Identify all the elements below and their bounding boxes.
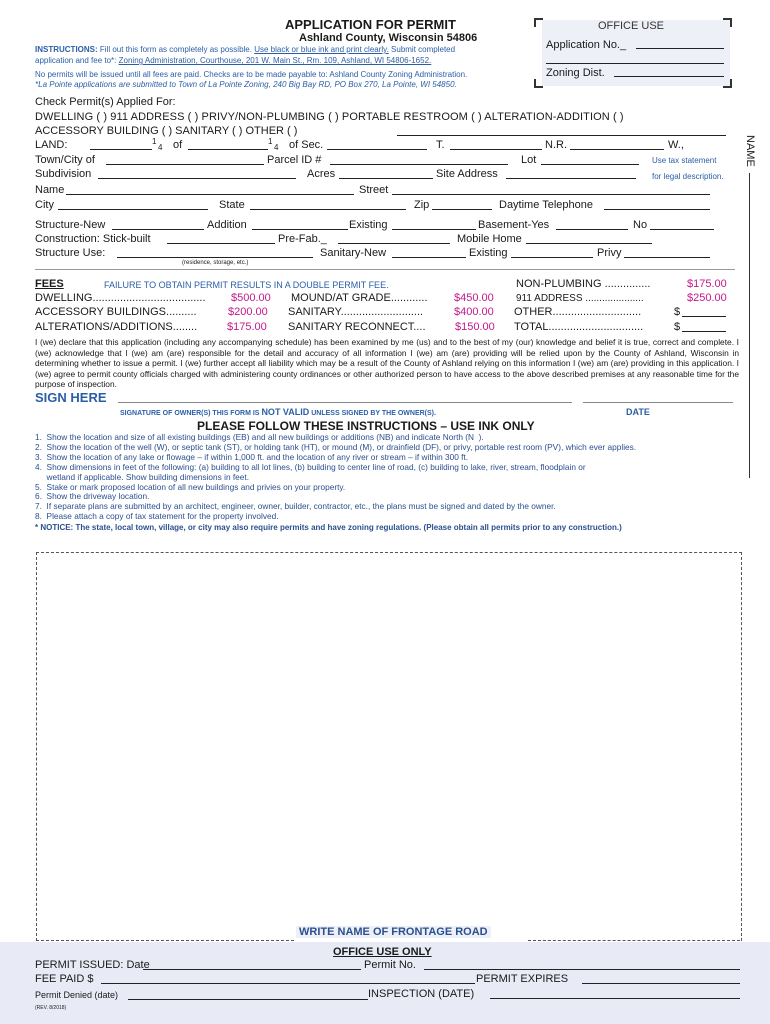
- zip-line[interactable]: [432, 209, 492, 210]
- double-fee-warning: FAILURE TO OBTAIN PERMIT RESULTS IN A DOUBLE PERMIT FEE.: [104, 280, 389, 290]
- name-label: Name: [35, 184, 65, 196]
- application-no-line[interactable]: [636, 48, 724, 49]
- sanitary-fee-label: SANITARY...........................: [288, 306, 424, 318]
- mound-fee: $450.00: [454, 292, 494, 304]
- instructions-line-2: [35, 56, 431, 65]
- inspection-line[interactable]: [490, 998, 740, 999]
- structure-new-line[interactable]: [112, 229, 204, 230]
- fraction-den-2: 4: [274, 143, 279, 152]
- west-label: W.,: [668, 139, 684, 151]
- instructions-text-2: Use black or blue ink and print clearly.: [254, 45, 389, 54]
- la-pointe-note: *La Pointe applications are submitted to Town of La Pointe Zoning, 240 Big Bay RD, PO Box 270, La Pointe, WI 54850.: [35, 80, 457, 89]
- sign-here-label: SIGN HERE: [35, 390, 107, 405]
- instructions-list: [35, 433, 636, 522]
- instructions-text-4: application and fee to*:: [35, 56, 117, 65]
- notice-text: * NOTICE: The state, local town, village, or city may also require permits and have zoning regulations. (Please obtain all permits prior to any construction.): [35, 523, 622, 532]
- lot-line[interactable]: [541, 164, 639, 165]
- application-no-label: Application No._: [546, 39, 627, 51]
- instruction-item: 1. Show the location and size of all existing buildings (EB) and all new buildings or additions (NB) and indicate North (N ).: [35, 432, 484, 442]
- dwelling-fee-label: DWELLING.....................................: [35, 292, 206, 304]
- 911-address-fee: $250.00: [687, 292, 727, 304]
- township-label: T.: [436, 139, 445, 151]
- addition-line[interactable]: [252, 229, 348, 230]
- alterations-fee-label: ALTERATIONS/ADDITIONS........: [35, 321, 198, 333]
- instructions-label: INSTRUCTIONS:: [35, 45, 98, 54]
- prefab-label: Pre-Fab._: [278, 233, 327, 245]
- permit-denied-label: Permit Denied (date): [35, 990, 119, 1000]
- street-line[interactable]: [392, 194, 710, 195]
- date-label: DATE: [626, 407, 650, 417]
- mobile-home-label: Mobile Home: [457, 233, 522, 245]
- instruction-item: 8. Please attach a copy of tax statement for the property involved.: [35, 511, 279, 522]
- no-label: No: [633, 219, 648, 231]
- structure-use-line[interactable]: [117, 257, 313, 258]
- instructions-title: PLEASE FOLLOW THESE INSTRUCTIONS – USE INK ONLY: [197, 419, 535, 433]
- no-line[interactable]: [650, 229, 714, 230]
- instructions-line-1: [35, 45, 455, 54]
- of-label: of: [173, 139, 183, 151]
- permit-checkboxes-row-2[interactable]: ACCESSORY BUILDING ( ) SANITARY ( ) OTHER ( ): [35, 125, 298, 137]
- mound-fee-label: MOUND/AT GRADE............: [291, 292, 428, 304]
- site-address-line[interactable]: [506, 178, 636, 179]
- form-title: APPLICATION FOR PERMIT: [285, 17, 456, 32]
- construction-label: Construction: Stick-built: [35, 233, 151, 245]
- total-fee-line[interactable]: [682, 331, 726, 332]
- subdivision-line[interactable]: [98, 178, 296, 179]
- site-address-label: Site Address: [436, 168, 498, 180]
- non-plumbing-fee: $175.00: [687, 278, 727, 290]
- side-name-label: NAME: [744, 135, 756, 167]
- other-fee-line[interactable]: [682, 316, 726, 317]
- name-line[interactable]: [66, 194, 354, 195]
- check-permits-label: Check Permit(s) Applied For:: [35, 96, 176, 108]
- state-line[interactable]: [250, 209, 406, 210]
- privy-label: Privy: [597, 247, 622, 259]
- land-quarter-line-1[interactable]: [90, 149, 152, 150]
- side-name-line: [749, 173, 750, 478]
- accessory-fee-label: ACCESSORY BUILDINGS..........: [35, 306, 197, 318]
- inspection-label: INSPECTION (DATE): [368, 988, 475, 1000]
- basement-line[interactable]: [556, 229, 628, 230]
- basement-label: Basement-Yes: [478, 219, 550, 231]
- signature-line[interactable]: [118, 402, 572, 403]
- instruction-item: 6. Show the driveway location.: [35, 491, 150, 502]
- instructions-text-1: Fill out this form as completely as possible.: [99, 45, 252, 54]
- structure-new-label: Structure-New: [35, 219, 106, 231]
- structure-use-note: (residence, storage, etc.): [182, 260, 249, 266]
- prefab-line[interactable]: [338, 243, 450, 244]
- instruction-item: wetland if applicable. Show building dimensions in feet.: [35, 471, 250, 482]
- range-line[interactable]: [570, 149, 664, 150]
- tax-note-1: Use tax statement: [652, 156, 717, 165]
- other-line[interactable]: [397, 135, 726, 136]
- fraction-num-1: 1: [152, 137, 157, 146]
- permit-issued-label: PERMIT ISSUED: Date: [35, 959, 150, 971]
- instruction-item: 7. If separate plans are submitted by an architect, engineer, owner, builder, contractor, etc., the plans must be signed and dated by the owner.: [35, 501, 556, 512]
- tax-note-2: for legal description.: [652, 172, 724, 181]
- mobile-home-line[interactable]: [526, 243, 652, 244]
- total-fee-dollar: $: [674, 321, 681, 333]
- signature-note: [120, 407, 436, 417]
- declaration-text: I (we) declare that this application (including any accompanying schedule) has been examined by me (us) and to the best of my (our) knowledge and belief it is true, correct and complete. I (we) acknowledge that I (we) am (are) responsible for the detail and accuracy of all information I (we) am (are) providing will be relied upon by the County of Ashland, Wisconsin in determining whether to issue a permit. I (we) further accept all liability which may be a result of the County of Ashland relying on this information I (we) am (are) providing in this application. I (we) agree to permit county officials charged with administering county ordinances or other authorized person to have access to the above described premises at any reasonable time for the purpose of inspection.: [35, 337, 739, 389]
- fees-label: FEES: [35, 278, 64, 290]
- of-sec-label: of Sec.: [289, 139, 324, 151]
- no-permits-note: No permits will be issued until all fees are paid. Checks are to be made payable to: Ashland County Zoning Administration.: [35, 70, 468, 79]
- total-fee-label: TOTAL...............................: [514, 321, 644, 333]
- accessory-fee: $200.00: [228, 306, 268, 318]
- not-valid-text: NOT VALID: [261, 407, 310, 417]
- office-use-title: OFFICE USE: [598, 20, 665, 32]
- instructions-text-3: Submit completed: [391, 45, 456, 54]
- instruction-item: 4. Show dimensions in feet of the following: (a) building to all lot lines, (b) building to center line of road, (c) building to lake, river, stream, floodplain or: [35, 461, 586, 472]
- subdivision-label: Subdivision: [35, 168, 92, 180]
- office-use-box: [532, 18, 734, 88]
- submit-address: Zoning Administration, Courthouse, 201 W. Main St., Rm. 109, Ashland, WI 54806-1652.: [118, 56, 432, 65]
- fee-paid-label: FEE PAID $: [35, 973, 94, 985]
- instruction-item: 2. Show the location of the well (W), or septic tank (ST), or holding tank (HT), or mound (M), or drainfield (DF), or privy, portable rest room (PV), which ever applies.: [35, 441, 637, 452]
- drawing-bottom-left: [36, 940, 294, 941]
- permit-no-line[interactable]: [424, 969, 740, 970]
- fraction-den-1: 4: [158, 143, 163, 152]
- instruction-item: 3. Show the location of any lake or flowage – if within 1,000 ft. and the location of any river or stream – if within 300 ft.: [35, 451, 469, 462]
- permit-expires-label: PERMIT EXPIRES: [476, 973, 569, 985]
- telephone-label: Daytime Telephone: [499, 199, 593, 211]
- instruction-item: 5. Stake or mark proposed location of all new buildings and privies on your property.: [35, 481, 346, 492]
- existing-2-line[interactable]: [511, 257, 593, 258]
- site-plan-drawing-area[interactable]: [36, 552, 742, 941]
- telephone-line[interactable]: [604, 209, 710, 210]
- zoning-dist-line[interactable]: [614, 76, 724, 77]
- office-use-only-title: OFFICE USE ONLY: [333, 946, 432, 958]
- office-use-only-footer: [0, 942, 770, 1024]
- city-line[interactable]: [58, 209, 208, 210]
- state-label: State: [219, 199, 245, 211]
- signature-note-3: UNLESS SIGNED BY THE OWNER(S).: [311, 410, 436, 417]
- reconnect-fee: $150.00: [455, 321, 495, 333]
- range-label: N.R.: [545, 139, 567, 151]
- sanitary-new-line[interactable]: [392, 257, 466, 258]
- acres-label: Acres: [307, 168, 336, 180]
- parcel-line[interactable]: [330, 164, 508, 165]
- signature-note-1: SIGNATURE OF OWNER(S) THIS FORM IS: [120, 410, 260, 417]
- zoning-dist-label: Zoning Dist.: [546, 67, 605, 79]
- permit-expires-line[interactable]: [582, 983, 740, 984]
- sanitary-fee: $400.00: [454, 306, 494, 318]
- drawing-bottom-right: [528, 940, 740, 941]
- permit-issued-line[interactable]: [143, 969, 361, 970]
- county-line: Ashland County, Wisconsin 54806: [299, 32, 478, 44]
- other-fee-label: OTHER.............................: [514, 306, 642, 318]
- non-plumbing-label: NON-PLUMBING ...............: [516, 278, 651, 290]
- reconnect-fee-label: SANITARY RECONNECT....: [288, 321, 426, 333]
- signature-date-line[interactable]: [583, 402, 733, 403]
- permit-checkboxes-row-1[interactable]: DWELLING ( ) 911 ADDRESS ( ) PRIVY/NON-PLUMBING ( ) PORTABLE RESTROOM ( ) ALTERATION-ADDITION ( ): [35, 111, 624, 123]
- office-blank-line[interactable]: [546, 63, 724, 64]
- town-label: Town/City of: [35, 154, 95, 166]
- fee-paid-line[interactable]: [101, 983, 475, 984]
- dwelling-fee: $500.00: [231, 292, 271, 304]
- street-label: Street: [359, 184, 389, 196]
- section-line[interactable]: [327, 149, 427, 150]
- permit-denied-line[interactable]: [128, 999, 368, 1000]
- existing-label: Existing: [349, 219, 388, 231]
- side-name-field[interactable]: [744, 135, 758, 480]
- town-line[interactable]: [106, 164, 264, 165]
- city-label: City: [35, 199, 54, 211]
- frontage-road-label: WRITE NAME OF FRONTAGE ROAD: [296, 926, 491, 938]
- privy-line[interactable]: [624, 257, 710, 258]
- permit-no-label: Permit No.: [364, 959, 416, 971]
- acres-line[interactable]: [339, 178, 433, 179]
- township-line[interactable]: [450, 149, 542, 150]
- land-quarter-line-2[interactable]: [188, 149, 268, 150]
- revision-note: (REV. 8/2018): [35, 1005, 67, 1011]
- alterations-fee: $175.00: [227, 321, 267, 333]
- stick-built-line[interactable]: [167, 243, 275, 244]
- zip-label: Zip: [414, 199, 430, 211]
- land-label: LAND:: [35, 139, 68, 151]
- lot-label: Lot: [521, 154, 537, 166]
- other-fee-dollar: $: [674, 306, 681, 318]
- fraction-num-2: 1: [268, 137, 273, 146]
- existing-2-label: Existing: [469, 247, 508, 259]
- sanitary-new-label: Sanitary-New: [320, 247, 387, 259]
- section-divider: [35, 269, 735, 270]
- parcel-label: Parcel ID #: [267, 154, 322, 166]
- addition-label: Addition: [207, 219, 247, 231]
- 911-address-fee-label: 911 ADDRESS .....................: [516, 293, 644, 304]
- structure-use-label: Structure Use:: [35, 247, 106, 259]
- existing-line[interactable]: [392, 229, 476, 230]
